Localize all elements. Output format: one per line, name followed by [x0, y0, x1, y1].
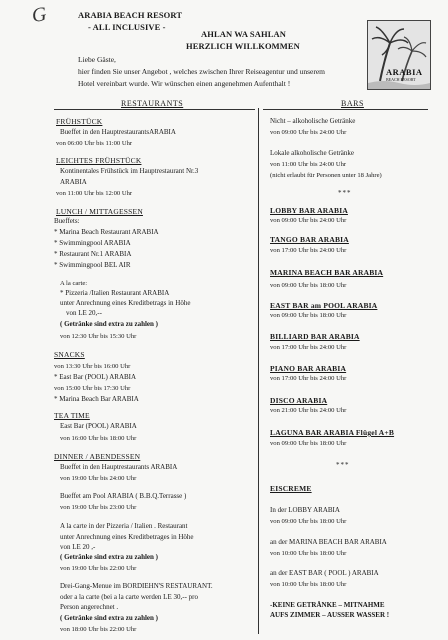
- restaurant-line: * Pizzeria /Italien Restaurant ARABIA: [60, 289, 170, 297]
- bar-hours: von 09:00 Uhr bis 24:00 Uhr: [270, 217, 347, 224]
- restaurant-line: von LE 20 ,-: [60, 543, 96, 551]
- restaurant-line: ARABIA: [60, 178, 87, 186]
- restaurant-section-heading: SNACKS: [54, 350, 85, 359]
- bar-section-heading: EAST BAR am POOL ARABIA: [270, 301, 378, 310]
- restaurant-line: East Bar (POOL) ARABIA: [60, 422, 137, 430]
- restaurant-hours: von 16:00 Uhr bis 18:00 Uhr: [60, 435, 137, 442]
- restaurant-section-heading: FRÜHSTÜCK: [56, 117, 103, 126]
- restaurant-note: ( Getränke sind extra zu zahlen ): [60, 320, 158, 328]
- restaurant-hours: von 19:00 Uhr bis 23:00 Uhr: [60, 504, 137, 511]
- restaurant-line: Bueffet in den Hauptrestaurants ARABIA: [60, 463, 178, 471]
- bar-note: -KEINE GETRÄNKE – MITNAHME: [270, 601, 385, 609]
- corner-handwritten-mark: G: [30, 3, 48, 27]
- bar-hours: von 17:00 Uhr bis 24:00 Uhr: [270, 344, 347, 351]
- bar-hours: von 11:00 Uhr bis 24:00 Uhr: [270, 161, 347, 168]
- bar-section-heading: LAGUNA BAR ARABIA Flügel A+B: [270, 428, 395, 437]
- bar-section-heading: BILLIARD BAR ARABIA: [270, 332, 360, 341]
- restaurant-line: unter Anrechnung eines Kreditbetrags in Höhe: [60, 299, 191, 307]
- restaurant-line: * Marina Beach Bar ARABIA: [54, 395, 139, 403]
- restaurant-line: * Swimmingpool BEL AIR: [54, 261, 131, 269]
- restaurant-line: Drei-Gang-Menue im BORDIEHN'S RESTAURANT.: [60, 582, 213, 590]
- restaurant-line: Bueffets:: [54, 217, 80, 225]
- restaurant-line: Bueffet am Pool ARABIA ( B.B.Q.Terrasse ): [60, 492, 187, 500]
- bar-separator: ***: [338, 189, 352, 197]
- bar-hours: von 09:00 Uhr bis 24:00 Uhr: [270, 129, 347, 136]
- restaurant-hours: von 18:00 Uhr bis 22:00 Uhr: [60, 626, 137, 633]
- logo-subtext: BEACH RESORT: [386, 77, 416, 82]
- restaurant-line: A la carte in der Pizzeria / Italien . Restaurant: [60, 522, 188, 530]
- greeting-arabic: AHLAN WA SAHLAN: [201, 29, 286, 39]
- restaurant-section-heading: LEICHTES FRÜHSTÜCK: [56, 156, 142, 165]
- restaurant-line: * Marina Beach Restaurant ARABIA: [54, 228, 159, 236]
- restaurant-hours: von 19:00 Uhr bis 22:00 Uhr: [60, 565, 137, 572]
- bar-section-heading: TANGO BAR ARABIA: [270, 235, 349, 244]
- restaurant-line: * Restaurant Nr.1 ARABIA: [54, 250, 132, 258]
- restaurant-line: * Swimmingpool ARABIA: [54, 239, 131, 247]
- right-heading-rule: [263, 109, 428, 110]
- restaurant-hours: von 11:00 Uhr bis 12:00 Uhr: [56, 190, 133, 197]
- restaurant-section-heading: DINNER / ABENDESSEN: [54, 452, 141, 461]
- all-inclusive-label: - ALL INCLUSIVE -: [88, 22, 166, 32]
- bar-hours: von 10:00 Uhr bis 18:00 Uhr: [270, 581, 347, 588]
- bar-line: In der LOBBY ARABIA: [270, 506, 340, 514]
- restaurant-line: oder a la carte (bei a la carte werden LE 30,-- pro: [60, 593, 198, 601]
- restaurant-line: Kontinentales Frühstück im Hauptrestaurant Nr.3: [60, 167, 199, 175]
- restaurant-section-heading: TEA TIME: [54, 411, 90, 420]
- greeting-german: HERZLICH WILLKOMMEN: [186, 41, 300, 51]
- restaurant-hours: von 12:30 Uhr bis 15:30 Uhr: [60, 333, 137, 340]
- bar-section-heading: LOBBY BAR ARABIA: [270, 206, 348, 215]
- logo-text: ARABIA: [386, 67, 423, 77]
- restaurant-line: Bueffet in den HauptrestaurantsARABIA: [60, 128, 176, 136]
- intro-salutation: Liebe Gäste,: [78, 55, 116, 64]
- bar-hours: von 09:00 Uhr bis 18:00 Uhr: [270, 440, 347, 447]
- restaurant-line: * East Bar (POOL) ARABIA: [54, 373, 137, 381]
- bar-line: Lokale alkoholische Getränke: [270, 149, 354, 157]
- restaurant-hours: von 15:00 Uhr bis 17:30 Uhr: [54, 385, 131, 392]
- restaurant-hours: A la carte:: [60, 280, 88, 287]
- bar-note: AUFS ZIMMER – AUSSER WASSER !: [270, 611, 390, 619]
- bar-section-heading: EISCREME: [270, 484, 312, 493]
- bar-line: Nicht – alkoholische Getränke: [270, 117, 356, 125]
- bar-hours: von 10:00 Uhr bis 18:00 Uhr: [270, 550, 347, 557]
- resort-name: ARABIA BEACH RESORT: [78, 10, 183, 20]
- restaurants-heading: RESTAURANTS: [121, 99, 184, 108]
- restaurant-hours: von 19:00 Uhr bis 24:00 Uhr: [60, 475, 137, 482]
- restaurant-line: Person angerechnet .: [60, 603, 119, 611]
- bar-section-heading: DISCO ARABIA: [270, 396, 328, 405]
- restaurant-hours: von 06:00 Uhr bis 11:00 Uhr: [56, 140, 133, 147]
- bar-hours: von 09:00 Uhr bis 18:00 Uhr: [270, 312, 347, 319]
- intro-line-1: hier finden Sie unser Angebot , welches zwischen Ihrer Reiseagentur und unserem: [78, 67, 326, 76]
- bar-line: an der EAST BAR ( POOL ) ARABIA: [270, 569, 379, 577]
- restaurant-note: ( Getränke sind extra zu zahlen ): [60, 553, 158, 561]
- column-divider: [258, 108, 259, 634]
- bar-hours: von 09:00 Uhr bis 18:00 Uhr: [270, 518, 347, 525]
- bar-line: an der MARINA BEACH BAR ARABIA: [270, 538, 387, 546]
- restaurant-section-heading: LUNCH / MITTAGESSEN: [56, 207, 143, 216]
- bar-section-heading: MARINA BEACH BAR ARABIA: [270, 268, 384, 277]
- left-heading-rule: [54, 109, 255, 110]
- bar-hours: von 17:00 Uhr bis 24:00 Uhr: [270, 247, 347, 254]
- restaurant-line: von LE 20,--: [66, 309, 102, 317]
- restaurant-note: ( Getränke sind extra zu zahlen ): [60, 614, 158, 622]
- restaurant-hours: von 13:30 Uhr bis 16:00 Uhr: [54, 363, 131, 370]
- resort-logo: [367, 20, 431, 90]
- bar-hours: von 09:00 Uhr bis 18:00 Uhr: [270, 282, 347, 289]
- restaurant-line: unter Anrechnung eines Kreditbetrages in Höhe: [60, 533, 194, 541]
- bar-section-heading: PIANO BAR ARABIA: [270, 364, 347, 373]
- bar-hours: (nicht erlaubt für Personen unter 18 Jahre): [270, 172, 382, 179]
- intro-line-2: Hotel vereinbart wurde. Wir wünschen einen angenehmen Aufenthalt !: [78, 79, 291, 88]
- bar-hours: von 21:00 Uhr bis 24:00 Uhr: [270, 407, 347, 414]
- bar-hours: von 17:00 Uhr bis 24:00 Uhr: [270, 375, 347, 382]
- bar-separator: ***: [336, 461, 350, 469]
- bars-heading: BARS: [341, 99, 364, 108]
